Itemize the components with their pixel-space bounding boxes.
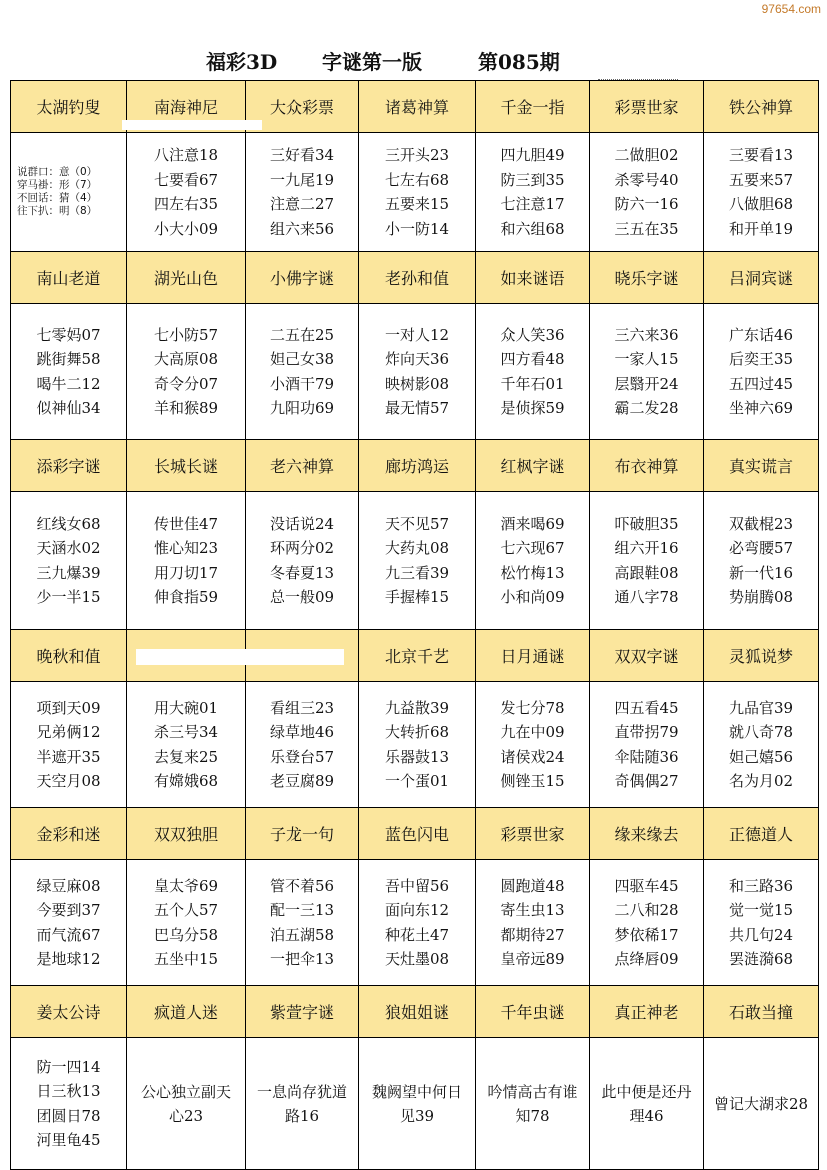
riddle-line: 环两分02: [269, 539, 335, 557]
riddle-line: 共几句24: [728, 925, 794, 944]
riddle-line: 广东话46: [728, 325, 794, 344]
riddle-line: 四方看48: [500, 350, 565, 368]
riddle-line: 羊和猴89: [153, 399, 219, 417]
riddle-cell: [246, 133, 359, 252]
author-name: 子龙一句: [246, 808, 359, 860]
riddle-line: 去复来25: [153, 747, 219, 766]
riddle-line: 天灶墨08: [384, 950, 450, 968]
riddle-line: 绿草地46: [269, 723, 335, 741]
header-row: [11, 808, 819, 860]
riddle-line: 配一三13: [269, 901, 335, 919]
author-name: 正德道人: [704, 808, 819, 860]
riddle-line: 四五看45: [614, 698, 679, 717]
author-name: 添彩字谜: [11, 440, 127, 492]
riddle-line: 是侦探59: [500, 399, 565, 417]
riddle-cell: [246, 1038, 359, 1170]
riddle-line: 二做胆02: [614, 146, 679, 164]
riddle-cell: [359, 304, 476, 440]
riddle-cell: [704, 304, 819, 440]
riddle-line: 三好看34: [269, 146, 335, 164]
riddle-line: 和三路36: [728, 876, 794, 895]
riddle-line: 七要看67: [153, 170, 219, 189]
riddle-line: 大高原08: [153, 350, 219, 368]
riddle-lines: [729, 696, 793, 794]
riddle-line: 最无情57: [384, 399, 450, 417]
riddle-lines: [729, 323, 793, 421]
riddle-lines: [614, 874, 678, 972]
riddle-line: 乐登台57: [269, 747, 335, 766]
riddle-lines: [500, 323, 564, 421]
header-row: [11, 630, 819, 682]
legend-line: 往下扒：明（8）: [17, 205, 98, 217]
riddle-row: [11, 682, 819, 808]
author-name: 千金一指: [476, 81, 590, 133]
riddle-line: 三五在35: [614, 219, 679, 238]
riddle-cell: [246, 860, 359, 986]
riddle-line: 奇令分07: [153, 374, 219, 393]
riddle-cell: [704, 860, 819, 986]
riddle-line: 二五在25: [269, 325, 335, 344]
author-name: 晚秋和值: [11, 630, 127, 682]
riddle-cell: [359, 133, 476, 252]
riddle-line: 河里龟45: [36, 1131, 101, 1149]
header-row: [11, 252, 819, 304]
riddle-cell: [476, 1038, 590, 1170]
riddle-line: 手握棒15: [384, 588, 450, 606]
header-row: [11, 986, 819, 1038]
riddle-cell: [590, 682, 704, 808]
riddle-poem: 此中便是还丹理46: [601, 1082, 692, 1125]
riddle-line: 没话说24: [269, 514, 335, 533]
legend-line: 说群口：意（0）: [17, 166, 98, 178]
riddle-line: 通八字78: [614, 588, 679, 606]
author-name: 南海神尼: [127, 81, 246, 133]
riddle-line: 三要看13: [728, 146, 794, 164]
riddle-lines: [614, 323, 678, 421]
riddle-line: 众人笑36: [500, 325, 565, 344]
riddle-line: 组六来56: [269, 219, 335, 238]
riddle-line: 名为月02: [728, 772, 794, 790]
riddle-lines: [385, 143, 449, 241]
riddle-lines: [36, 874, 100, 972]
riddle-line: 吓破胆35: [614, 514, 679, 533]
riddle-line: 三开头23: [384, 146, 450, 164]
issue-number: 第085期: [478, 50, 560, 74]
riddle-line: 霸二发28: [614, 399, 679, 417]
riddle-poem: 吟情高古有谁知78: [487, 1082, 578, 1125]
author-name: 布衣神算: [590, 440, 704, 492]
riddle-line: 天空月08: [36, 772, 101, 790]
riddle-line: 奇偶偶27: [614, 772, 679, 790]
riddle-line: 兄弟俩12: [36, 723, 101, 741]
riddle-line: 项到天09: [36, 698, 101, 717]
riddle-line: 一对人12: [384, 325, 450, 344]
author-name: 蓝色闪电: [359, 808, 476, 860]
riddle-line: 七注意17: [500, 195, 565, 213]
riddle-line: 炸向天36: [384, 350, 450, 368]
riddle-line: 四左右35: [153, 195, 219, 213]
riddle-line: 和六组68: [500, 219, 565, 238]
riddle-line: 小酒干79: [269, 374, 335, 393]
riddle-line: 都期待27: [500, 925, 565, 944]
riddle-line: 组六开16: [614, 539, 679, 557]
author-name: 彩票世家: [476, 808, 590, 860]
author-name: 石敢当撞: [704, 986, 819, 1038]
riddle-line: 种花土47: [384, 925, 450, 944]
author-name: 灵狐说梦: [704, 630, 819, 682]
riddle-line: 似神仙34: [36, 399, 101, 417]
riddle-line: 伞陆随36: [614, 747, 679, 766]
author-name: 紫萱字谜: [246, 986, 359, 1038]
author-name: 晓乐字谜: [590, 252, 704, 304]
riddle-cell: [127, 133, 246, 252]
author-name: 北京千艺: [359, 630, 476, 682]
riddle-cell: [476, 860, 590, 986]
riddle-lines: [154, 512, 218, 610]
riddle-line: 九品官39: [728, 698, 794, 717]
riddle-line: 天不见57: [384, 514, 450, 533]
riddle-line: 防一四14: [36, 1057, 101, 1076]
riddle-line: 松竹梅13: [500, 563, 565, 582]
riddle-line: 半遮开35: [36, 747, 101, 766]
riddle-lines: [36, 323, 100, 421]
riddle-line: 一九尾19: [269, 170, 335, 189]
riddle-line: 新一代16: [728, 563, 794, 582]
riddle-cell: [11, 492, 127, 630]
riddle-lines: [154, 696, 218, 794]
riddle-line: 而气流67: [36, 925, 101, 944]
riddle-cell: [590, 492, 704, 630]
riddle-lines: [385, 874, 449, 972]
riddle-cell: [11, 1038, 127, 1170]
riddle-line: 八做胆68: [728, 195, 794, 213]
riddle-cell: [127, 492, 246, 630]
riddle-line: 伸食指59: [153, 588, 219, 606]
riddle-line: 红线女68: [36, 514, 101, 533]
riddle-cell: [476, 492, 590, 630]
riddle-cell: [127, 682, 246, 808]
riddle-line: 五要来15: [384, 195, 450, 213]
author-name: 诸葛神算: [359, 81, 476, 133]
riddle-line: 小和尚09: [500, 588, 565, 606]
riddle-line: 二八和28: [614, 901, 679, 919]
riddle-line: 侧锉玉15: [500, 772, 565, 790]
riddle-line: 小一防14: [384, 219, 450, 238]
header-row: [11, 440, 819, 492]
riddle-cell: [359, 860, 476, 986]
author-name: 日月通谜: [476, 630, 590, 682]
author-name: 老六神算: [246, 440, 359, 492]
riddle-cell: [590, 304, 704, 440]
riddle-line: 八注意18: [153, 146, 219, 164]
riddle-line: 七六现67: [500, 539, 565, 557]
riddle-lines: [500, 874, 564, 972]
riddle-line: 九在中09: [500, 723, 565, 741]
riddle-line: 大转折68: [384, 723, 450, 741]
riddle-cell: [11, 682, 127, 808]
author-name: 千年虫谜: [476, 986, 590, 1038]
author-name: 缘来缘去: [590, 808, 704, 860]
riddle-line: 寄生虫13: [500, 901, 565, 919]
riddle-lines: [729, 512, 793, 610]
riddle-line: 四九胆49: [500, 146, 565, 164]
riddle-line: 五个人57: [153, 901, 219, 919]
riddle-cell: [704, 492, 819, 630]
riddle-cell: [476, 304, 590, 440]
riddle-line: 后奕王35: [728, 350, 794, 368]
riddle-line: 天涵水02: [36, 539, 101, 557]
riddle-line: 坐神六69: [728, 399, 794, 417]
riddle-line: 罢涟漪68: [728, 950, 794, 968]
riddle-line: 直带拐79: [614, 723, 679, 741]
riddle-lines: [36, 1055, 100, 1153]
riddle-row: [11, 492, 819, 630]
riddle-line: 杀零号40: [614, 170, 679, 189]
scan-patch: [122, 120, 262, 130]
riddle-line: 势崩腾08: [728, 588, 794, 606]
riddle-line: 点绛唇09: [614, 950, 679, 968]
riddle-line: 诸侯戏24: [500, 747, 565, 766]
riddle-line: 酒来喝69: [500, 514, 565, 533]
riddle-legend: [11, 166, 126, 218]
riddle-poem: 曾记大湖求28: [713, 1094, 809, 1113]
riddle-line: 和开单19: [728, 219, 794, 238]
riddle-line: 九三看39: [384, 563, 450, 582]
author-name: 金彩和迷: [11, 808, 127, 860]
riddle-row: [11, 133, 819, 252]
riddle-line: 注意二27: [269, 195, 335, 213]
riddle-line: 九阳功69: [269, 399, 335, 417]
riddle-cell: [127, 1038, 246, 1170]
riddle-line: 小大小09: [153, 219, 219, 238]
lottery-name: 福彩3D: [206, 50, 278, 74]
site-watermark: 97654.com: [761, 2, 821, 16]
riddle-lines: [729, 874, 793, 972]
riddle-lines: [36, 696, 100, 794]
riddle-cell: [246, 492, 359, 630]
author-name: 大众彩票: [246, 81, 359, 133]
riddle-line: 有嫦娥68: [153, 772, 219, 790]
riddle-line: 皇太爷69: [153, 876, 219, 895]
riddle-cell: [246, 682, 359, 808]
riddle-line: 发七分78: [500, 698, 565, 717]
riddle-line: 七左右68: [384, 170, 450, 189]
riddle-line: 觉一觉15: [728, 901, 794, 919]
riddle-cell: [127, 304, 246, 440]
riddle-line: 用刀切17: [153, 563, 219, 582]
riddle-line: 七小防57: [153, 325, 219, 344]
riddle-lines: [385, 323, 449, 421]
riddle-poem: 一息尚存犹道路16: [256, 1082, 347, 1125]
riddle-line: 一把伞13: [269, 950, 335, 968]
riddle-line: 双截棍23: [728, 514, 794, 533]
riddle-cell: [11, 860, 127, 986]
riddle-line: 喝牛二12: [36, 374, 101, 393]
riddle-line: 传世佳47: [153, 514, 219, 533]
riddle-cell: [590, 133, 704, 252]
riddle-line: 今要到37: [36, 901, 101, 919]
riddle-cell: [359, 1038, 476, 1170]
riddle-poem: 公心独立副天心23: [140, 1082, 231, 1125]
riddle-cell: [127, 860, 246, 986]
author-name: 真实谎言: [704, 440, 819, 492]
riddle-line: 面向东12: [384, 901, 450, 919]
riddle-line: 管不着56: [269, 876, 335, 895]
riddle-line: 跳街舞58: [36, 350, 101, 368]
riddle-line: 必弯腰57: [728, 539, 794, 557]
riddle-lines: [270, 696, 334, 794]
author-name: 姜太公诗: [11, 986, 127, 1038]
author-name: 廊坊鸿运: [359, 440, 476, 492]
riddle-line: 总一般09: [269, 588, 335, 606]
riddle-lines: [270, 874, 334, 972]
author-name: 南山老道: [11, 252, 127, 304]
author-name: 红枫字谜: [476, 440, 590, 492]
riddle-line: 四驱车45: [614, 876, 679, 895]
riddle-row: [11, 1038, 819, 1170]
author-name: 湖光山色: [127, 252, 246, 304]
riddle-line: 五要来57: [728, 170, 794, 189]
riddle-cell: [704, 133, 819, 252]
riddle-line: 大药丸08: [384, 539, 450, 557]
riddle-line: 三六来36: [614, 325, 679, 344]
riddle-line: 少一半15: [36, 588, 101, 606]
riddle-line: 巴乌分58: [153, 925, 219, 944]
riddle-line: 一家人15: [614, 350, 679, 368]
riddle-lines: [614, 696, 678, 794]
riddle-lines: [500, 696, 564, 794]
riddle-cell: [476, 682, 590, 808]
author-name: 彩票世家: [590, 81, 704, 133]
riddle-line: 乐器鼓13: [384, 747, 450, 766]
riddle-lines: [270, 143, 334, 241]
riddle-line: 映树影08: [384, 374, 450, 393]
riddle-line: 团圆日78: [36, 1106, 101, 1125]
scribble-mark: [598, 73, 678, 80]
riddle-line: 七零妈07: [36, 325, 101, 344]
author-name: 小佛字谜: [246, 252, 359, 304]
riddle-line: 日三秋13: [36, 1082, 101, 1100]
riddle-cell: [704, 1038, 819, 1170]
riddle-line: 五坐中15: [153, 950, 219, 968]
author-name: 疯道人迷: [127, 986, 246, 1038]
riddle-line: 绿豆麻08: [36, 876, 101, 895]
riddle-lines: [270, 512, 334, 610]
riddle-row: [11, 304, 819, 440]
riddle-lines: [154, 874, 218, 972]
riddle-line: 五四过45: [728, 374, 794, 393]
author-name: 如来谜语: [476, 252, 590, 304]
legend-line: 不回话：猜（4）: [17, 192, 98, 204]
riddle-cell: [246, 304, 359, 440]
author-name: 吕洞宾谜: [704, 252, 819, 304]
riddle-grid: [10, 80, 819, 1170]
riddle-line: 看组三23: [269, 698, 335, 717]
author-name: 长城长谜: [127, 440, 246, 492]
riddle-line: 妲己女38: [269, 350, 335, 368]
riddle-line: 是地球12: [36, 950, 101, 968]
scan-patch: [136, 649, 344, 665]
riddle-lines: [270, 323, 334, 421]
riddle-line: 圆跑道48: [500, 876, 565, 895]
riddle-line: 杀三号34: [153, 723, 219, 741]
riddle-line: 防三到35: [500, 170, 565, 189]
riddle-lines: [385, 696, 449, 794]
riddle-line: 三九爆39: [36, 563, 101, 582]
riddle-lines: [36, 512, 100, 610]
author-name: 双双独胆: [127, 808, 246, 860]
riddle-lines: [729, 143, 793, 241]
riddle-lines: [614, 143, 678, 241]
riddle-line: 皇帝远89: [500, 950, 565, 968]
author-name: 狼姐姐谜: [359, 986, 476, 1038]
riddle-line: 层翳开24: [614, 374, 679, 393]
riddle-line: 梦依稀17: [614, 925, 679, 944]
riddle-lines: [500, 143, 564, 241]
riddle-line: 千年石01: [500, 374, 565, 393]
riddle-lines: [500, 512, 564, 610]
riddle-lines: [154, 143, 218, 241]
riddle-line: 高跟鞋08: [614, 563, 679, 582]
author-name: 老孙和值: [359, 252, 476, 304]
author-name: 铁公神算: [704, 81, 819, 133]
author-name: 太湖钓叟: [11, 81, 127, 133]
riddle-cell: [11, 133, 127, 252]
author-name: 双双字谜: [590, 630, 704, 682]
riddle-cell: [704, 682, 819, 808]
riddle-line: 妲己嬉56: [728, 747, 794, 766]
riddle-line: 一个蛋01: [384, 772, 450, 790]
riddle-lines: [385, 512, 449, 610]
page-title: [0, 46, 827, 76]
author-name: 真正神老: [590, 986, 704, 1038]
riddle-line: 九益散39: [384, 698, 450, 717]
riddle-poem: 魏阙望中何日见39: [371, 1082, 462, 1125]
riddle-line: 防六一16: [614, 195, 679, 213]
riddle-cell: [590, 860, 704, 986]
legend-line: 穿马褂：形（7）: [17, 179, 98, 191]
riddle-line: 就八奇78: [728, 723, 794, 741]
riddle-line: 泊五湖58: [269, 925, 335, 944]
riddle-line: 老豆腐89: [269, 772, 335, 790]
riddle-cell: [590, 1038, 704, 1170]
riddle-cell: [359, 682, 476, 808]
riddle-line: 惟心知23: [153, 539, 219, 557]
riddle-lines: [614, 512, 678, 610]
riddle-line: 冬春夏13: [269, 563, 335, 582]
riddle-cell: [359, 492, 476, 630]
riddle-lines: [154, 323, 218, 421]
riddle-cell: [11, 304, 127, 440]
riddle-cell: [476, 133, 590, 252]
riddle-row: [11, 860, 819, 986]
riddle-line: 吾中留56: [384, 876, 450, 895]
edition-name: 字谜第一版: [322, 50, 422, 74]
riddle-line: 用大碗01: [153, 698, 219, 717]
